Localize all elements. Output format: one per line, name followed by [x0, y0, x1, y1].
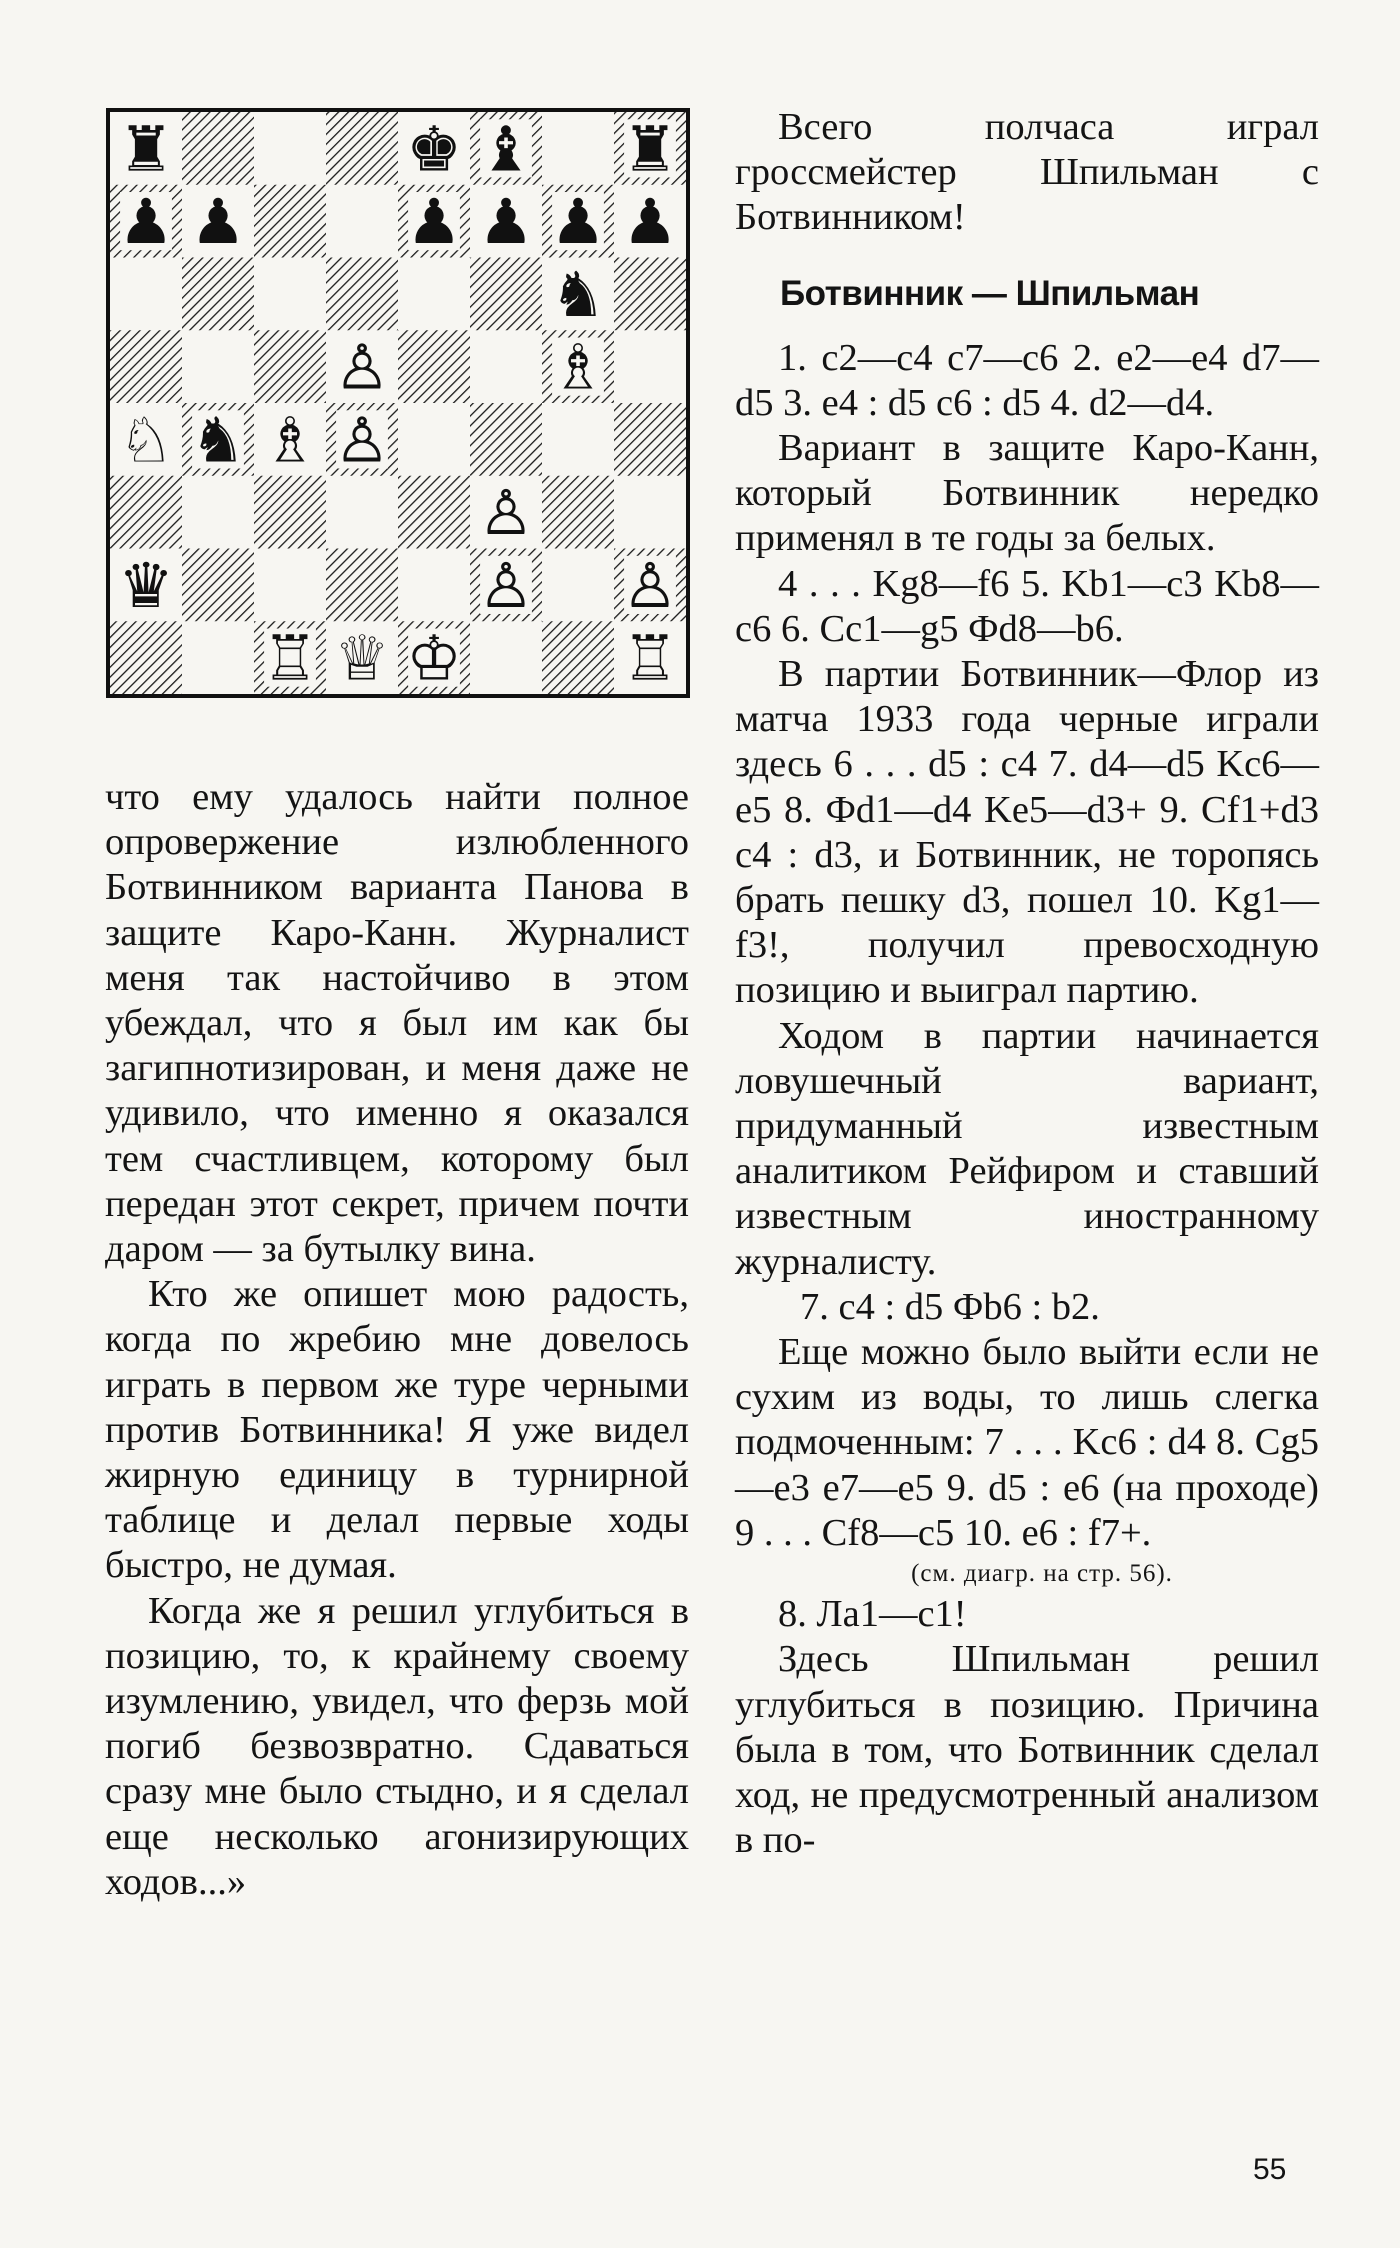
- light-square: [398, 403, 471, 476]
- dark-square: [470, 403, 543, 476]
- black-knight-icon: ♞: [190, 403, 246, 477]
- white-pawn-icon: ♙: [622, 548, 678, 622]
- left-paragraph-2: Кто же опишет мою радость, когда по жребию мне довелось играть в первом же туре черными против Ботвинника! Я уже видел жирную единицу в турнирной таблице и делал первые ходы быстро, не думая.: [105, 1273, 689, 1587]
- white-rook-icon: ♖: [622, 621, 678, 694]
- comment-alternative: Еще можно было выйти если не сухим из воды, то лишь слегка подмоченным: 7 . . . Kc6 : d4 8. Cg5—e3 e7—e5 9. d5 : e6 (на проходе) 9 . . . Cf8—c5 10. e6 : f7+.: [735, 1331, 1319, 1554]
- dark-square: [110, 621, 183, 694]
- black-pawn-icon: ♟: [550, 185, 606, 259]
- black-pawn-icon: ♟: [478, 185, 534, 259]
- black-pawn-icon: ♟: [190, 185, 246, 259]
- right-column: [735, 105, 1319, 1863]
- light-square: [254, 549, 327, 622]
- moves-opening: 1. с2—с4 с7—с6 2. е2—е4 d7—d5 3. е4 : d5 с6 : d5 4. d2—d4.: [735, 336, 1319, 424]
- intro-paragraph: Всего полчаса играл гроссмейстер Шпильман с Ботвинником!: [735, 106, 1319, 239]
- comment-variant: Вариант в защите Каро-Канн, который Ботвинник нередко применял в те годы за белых.: [735, 427, 1319, 560]
- light-square: [614, 476, 686, 549]
- dark-square: [398, 476, 471, 549]
- light-square: [614, 330, 686, 403]
- dark-square: [542, 476, 615, 549]
- game-heading: Ботвинник — Шпильман: [780, 273, 1200, 313]
- light-square: [470, 330, 543, 403]
- light-square: [542, 549, 615, 622]
- light-square: [326, 476, 399, 549]
- dark-square: [182, 258, 255, 331]
- page-number: 55: [1253, 2153, 1287, 2186]
- dark-square: [254, 476, 327, 549]
- light-square: [398, 549, 471, 622]
- dark-square: [614, 258, 686, 331]
- light-square: [254, 112, 327, 185]
- black-bishop-icon: ♝: [478, 112, 534, 186]
- light-square: [542, 112, 615, 185]
- black-pawn-icon: ♟: [118, 185, 174, 259]
- dark-square: [110, 476, 183, 549]
- black-queen-icon: ♛: [118, 548, 174, 622]
- move-7: 7. с4 : d5 Фb6 : b2.: [800, 1285, 1100, 1328]
- diagram-reference: (см. диагр. на стр. 56).: [911, 1560, 1173, 1588]
- move-8: 8. Лa1—c1!: [778, 1593, 967, 1636]
- black-knight-icon: ♞: [550, 257, 606, 331]
- white-queen-icon: ♕: [334, 621, 390, 694]
- dark-square: [182, 112, 255, 185]
- comment-trap: Ходом в партии начинается ловушечный вариант, придуманный известным аналитиком Рейфиром и ставший известным иностранному журналисту.: [735, 1014, 1319, 1283]
- moves-continuation: 4 . . . Kg8—f6 5. Kb1—c3 Kb8—c6 6. Cc1—g5 Фd8—b6.: [735, 562, 1319, 650]
- light-square: [542, 403, 615, 476]
- light-square: [182, 621, 255, 694]
- black-king-icon: ♚: [406, 112, 462, 186]
- light-square: [398, 258, 471, 331]
- black-pawn-icon: ♟: [406, 185, 462, 259]
- light-square: [254, 258, 327, 331]
- white-pawn-icon: ♙: [334, 403, 390, 477]
- comment-spielmann: Здесь Шпильман решил углубиться в позицию. Причина была в том, что Ботвинник сделал ход, не предусмотренный анализом в по-: [735, 1638, 1319, 1862]
- black-rook-icon: ♜: [622, 112, 678, 186]
- comment-flohr-game: В партии Ботвинник—Флор из матча 1933 года черные играли здесь 6 . . . d5 : c4 7. d4—d5 Kc6—e5 8. Фd1—d4 Ke5—d3+ 9. Cf1+d3 c4 : d3, и Ботвинник, не торопясь брать пешку d3, пошел 10. Kg1—f3!, получил превосходную позицию и выиграл партию.: [735, 653, 1319, 1012]
- dark-square: [542, 621, 615, 694]
- white-knight-icon: ♘: [118, 403, 174, 477]
- left-paragraph-3: Когда же я решил углубиться в позицию, то, к крайнему своему изумлению, увидел, что ферзь мой погиб безвозвратно. Сдаваться сразу мне было стыдно, и я сделал еще несколько агонизирующих ходов...»: [105, 1589, 689, 1903]
- white-bishop-icon: ♗: [262, 403, 318, 477]
- dark-square: [470, 258, 543, 331]
- white-pawn-icon: ♙: [334, 330, 390, 404]
- left-column: [105, 775, 689, 1905]
- dark-square: [110, 330, 183, 403]
- light-square: [110, 258, 183, 331]
- left-paragraph-1: что ему удалось найти полное опровержение излюбленного Ботвинником варианта Панова в защите Каро-Канн. Журналист меня так настойчиво в этом убеждал, что я был им как бы загипнотизирован, и меня даже не удивило, что именно я оказался тем счастливцем, которому был передан этот секрет, причем почти даром — за бутылку вина.: [105, 776, 689, 1271]
- dark-square: [614, 403, 686, 476]
- dark-square: [254, 330, 327, 403]
- chess-diagram: [106, 108, 690, 698]
- light-square: [182, 330, 255, 403]
- black-pawn-icon: ♟: [622, 185, 678, 259]
- light-square: [182, 476, 255, 549]
- dark-square: [398, 330, 471, 403]
- white-king-icon: ♔: [406, 621, 462, 694]
- dark-square: [182, 549, 255, 622]
- white-pawn-icon: ♙: [478, 476, 534, 550]
- dark-square: [326, 258, 399, 331]
- white-pawn-icon: ♙: [478, 548, 534, 622]
- chess-board-svg: [110, 112, 686, 694]
- light-square: [470, 621, 543, 694]
- black-rook-icon: ♜: [118, 112, 174, 186]
- dark-square: [326, 549, 399, 622]
- light-square: [326, 185, 399, 258]
- dark-square: [254, 185, 327, 258]
- dark-square: [326, 112, 399, 185]
- white-bishop-icon: ♗: [550, 330, 606, 404]
- white-rook-icon: ♖: [262, 621, 318, 694]
